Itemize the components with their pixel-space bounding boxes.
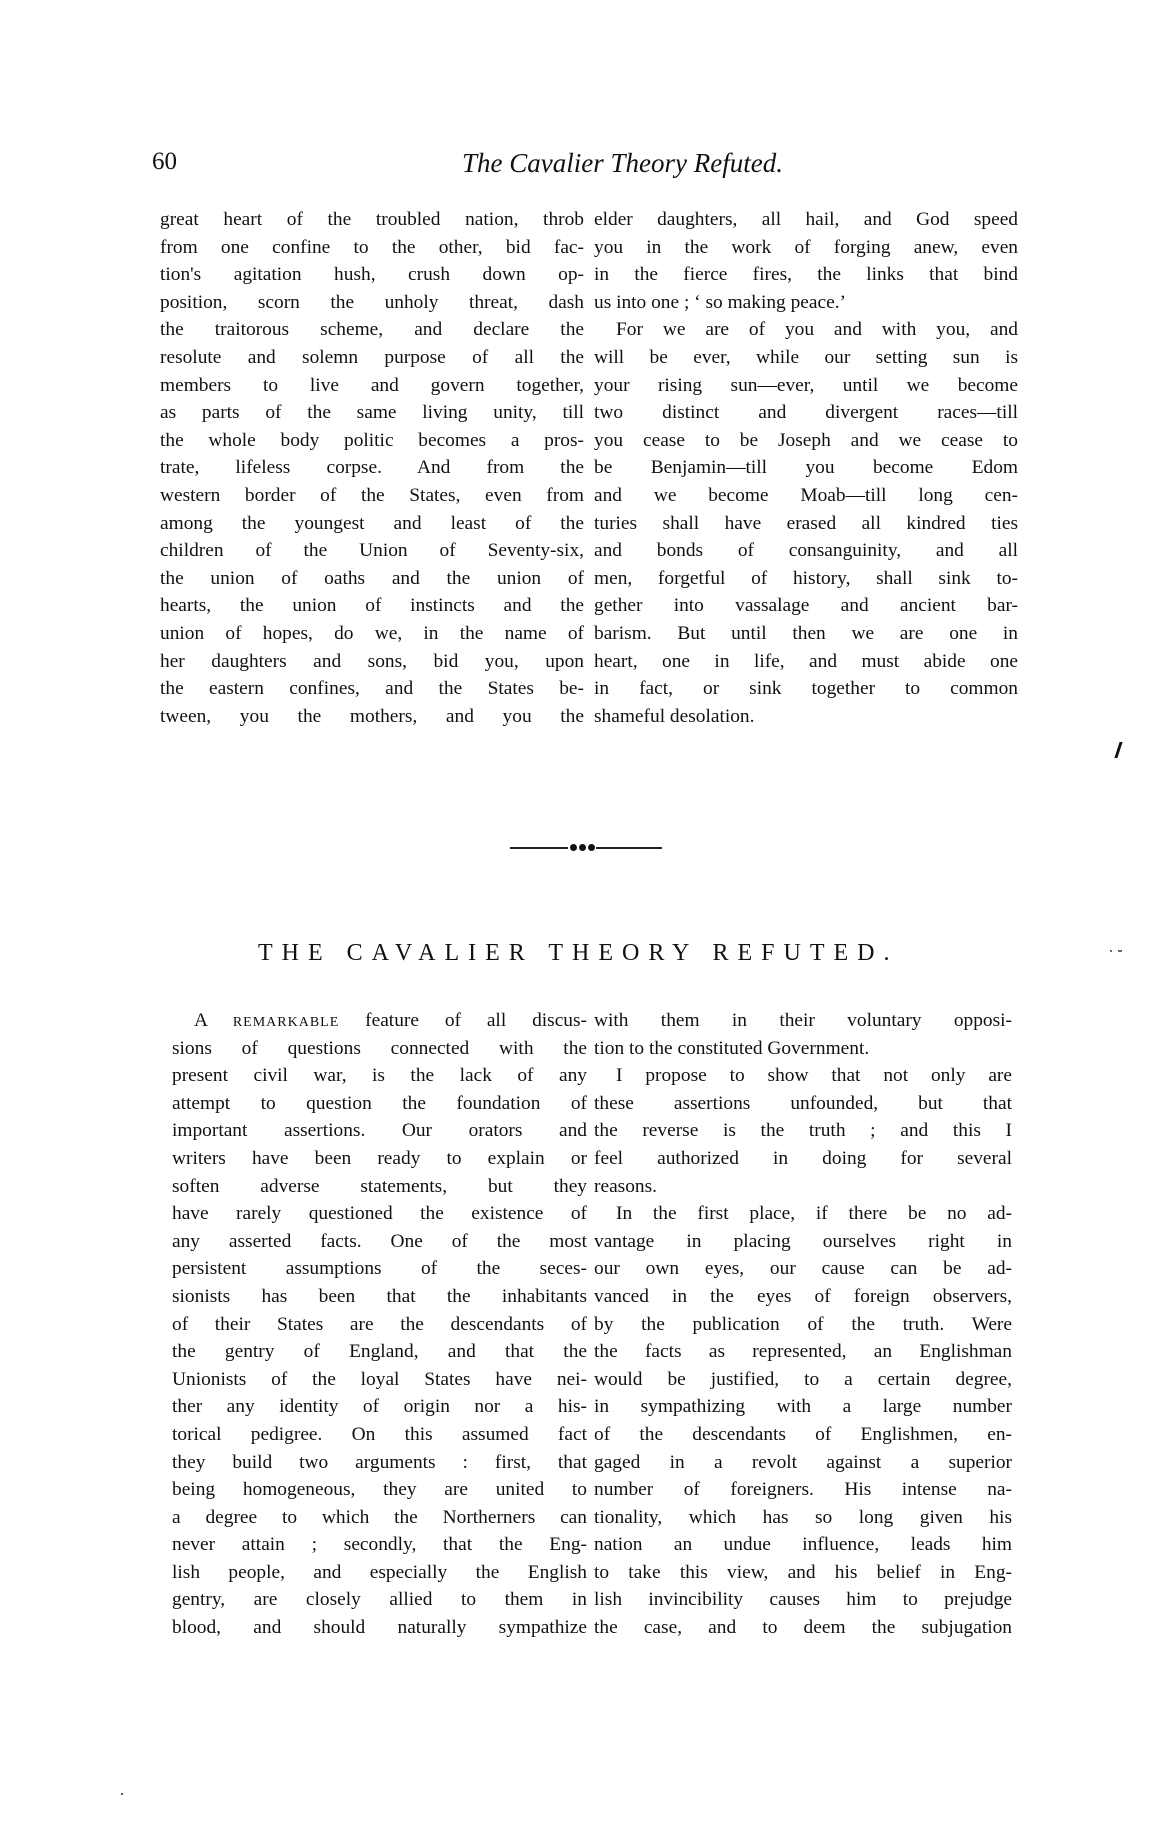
text-line: members to live and govern together, <box>160 374 584 396</box>
text-line: tionality, which has so long given his <box>594 1506 1012 1528</box>
text-line: any asserted facts. One of the most <box>172 1230 587 1252</box>
text-line: gaged in a revolt against a superior <box>594 1451 1012 1473</box>
text-line: great heart of the troubled nation, throb <box>160 209 584 230</box>
text-line: writers have been ready to explain or <box>172 1147 587 1169</box>
text-line: of the descendants of Englishmen, en- <box>594 1423 1012 1445</box>
paragraph <box>594 316 1018 730</box>
paragraph <box>594 1007 1012 1062</box>
text-line: the union of oaths and the union of <box>160 567 584 589</box>
text-line: tion to the constituted Government. <box>594 1037 870 1059</box>
text-line: nation an undue influence, leads him <box>594 1534 1012 1556</box>
small-caps-word: remarkable <box>232 1010 340 1031</box>
paragraph <box>594 206 1018 316</box>
text-line: I propose to show that not only are <box>616 1065 1012 1087</box>
text-line: lish invincibility causes him to prejudge <box>594 1589 1012 1611</box>
text-line: with them in their voluntary opposi- <box>594 1010 1012 1031</box>
text-line: persistent assumptions of the seces- <box>172 1258 587 1280</box>
text-line: among the youngest and least of the <box>160 512 584 534</box>
text-line: the gentry of England, and that the <box>172 1341 587 1363</box>
text-line: from one confine to the other, bid fac- <box>160 236 584 258</box>
text-line: the facts as represented, an Englishman <box>594 1341 1012 1363</box>
stray-mark <box>1114 742 1122 758</box>
text-line: in fact, or sink together to common <box>594 678 1018 700</box>
article-column-right <box>594 1007 1012 1642</box>
divider-rule-right <box>596 847 662 849</box>
text-line: tween, you the mothers, and you the <box>160 705 584 727</box>
text-line: number of foreigners. His intense na- <box>594 1479 1012 1501</box>
text-line: children of the Union of Seventy-six, <box>160 540 584 562</box>
opening-word: A <box>194 1010 207 1031</box>
text-line: the reverse is the truth ; and this I <box>594 1120 1012 1142</box>
text-line: western border of the States, even from <box>160 484 584 506</box>
text-line: these assertions unfounded, but that <box>594 1092 1012 1114</box>
text-line: our own eyes, our cause can be ad- <box>594 1258 1012 1280</box>
text-line: your rising sun—ever, until we become <box>594 374 1018 396</box>
stray-mark <box>1110 950 1124 952</box>
text-line: they build two arguments : first, that <box>172 1451 587 1473</box>
text-line: vantage in placing ourselves right in <box>594 1230 1012 1252</box>
text-line: tion's agitation hush, crush down op- <box>160 264 584 286</box>
paragraph <box>172 1007 587 1642</box>
top-column-right <box>594 206 1018 730</box>
text-line: you cease to be Joseph and we cease to <box>594 429 1018 451</box>
text-line: union of hopes, do we, in the name of <box>160 622 584 644</box>
text-line: the whole body politic becomes a pros- <box>160 429 584 451</box>
text-line: position, scorn the unholy threat, dash <box>160 291 584 313</box>
article-title: THE CAVALIER THEORY REFUTED. <box>258 940 899 966</box>
text-line: by the publication of the truth. Were <box>594 1313 1012 1335</box>
paragraph <box>594 1062 1012 1200</box>
stray-mark <box>121 1793 123 1795</box>
text-line: her daughters and sons, bid you, upon <box>160 650 584 672</box>
text-line: heart, one in life, and must abide one <box>594 650 1018 672</box>
text-line: resolute and solemn purpose of all the <box>160 346 584 368</box>
text-line: to take this view, and his belief in Eng- <box>594 1561 1012 1583</box>
text-line: and we become Moab—till long cen- <box>594 484 1018 506</box>
text-line: ther any identity of origin nor a his- <box>172 1396 587 1418</box>
top-column-left <box>160 206 584 730</box>
running-head <box>152 148 1032 182</box>
text-line: never attain ; secondly, that the Eng- <box>172 1534 587 1556</box>
divider-dot <box>579 844 586 851</box>
text-line: vanced in the eyes of foreign observers, <box>594 1285 1012 1307</box>
text-line: two distinct and divergent races—till <box>594 402 1018 424</box>
text-line: gether into vassalage and ancient bar- <box>594 595 1018 617</box>
text-line: the eastern confines, and the States be- <box>160 678 584 700</box>
text-line: blood, and should naturally sympathize <box>172 1617 587 1639</box>
text-line: For we are of you and with you, and <box>616 319 1018 341</box>
text-line: gentry, are closely allied to them in <box>172 1589 587 1611</box>
text-line: will be ever, while our setting sun is <box>594 346 1018 368</box>
text-line: of their States are the descendants of <box>172 1313 587 1335</box>
text-line: you in the work of forging anew, even <box>594 236 1018 258</box>
text-line: hearts, the union of instincts and the <box>160 595 584 617</box>
text-line: attempt to question the foundation of <box>172 1092 587 1114</box>
running-title: The Cavalier Theory Refuted. <box>462 148 783 178</box>
article-column-left <box>172 1007 587 1642</box>
divider-dot <box>570 844 577 851</box>
text-line: reasons. <box>594 1175 658 1197</box>
text-line: sionists has been that the inhabitants <box>172 1285 587 1307</box>
text-line: Unionists of the loyal States have nei- <box>172 1368 587 1390</box>
text-line: the traitorous scheme, and declare the <box>160 319 584 341</box>
page-number: 60 <box>152 148 177 175</box>
text-line: us into one ; ‘ so making peace.’ <box>594 291 847 313</box>
text-line: feel authorized in doing for several <box>594 1147 1012 1169</box>
text-line: elder daughters, all hail, and God speed <box>594 209 1018 230</box>
text-line: barism. But until then we are one in <box>594 622 1018 644</box>
text-line: soften adverse statements, but they <box>172 1175 587 1197</box>
section-divider-ornament <box>510 843 662 853</box>
text-line: sions of questions connected with the <box>172 1037 587 1059</box>
text-line: turies shall have erased all kindred ties <box>594 512 1018 534</box>
text-line: in the fierce fires, the links that bind <box>594 264 1018 286</box>
text-line: in sympathizing with a large number <box>594 1396 1012 1418</box>
text-line: men, forgetful of history, shall sink to- <box>594 567 1018 589</box>
text-line: would be justified, to a certain degree, <box>594 1368 1012 1390</box>
text-line: be Benjamin—till you become Edom <box>594 457 1018 479</box>
text-line: trate, lifeless corpse. And from the <box>160 457 584 479</box>
divider-dot <box>588 844 595 851</box>
text-line: have rarely questioned the existence of <box>172 1203 587 1225</box>
text-line: lish people, and especially the English <box>172 1561 587 1583</box>
text-line: important assertions. Our orators and <box>172 1120 587 1142</box>
text-line: the case, and to deem the subjugation <box>594 1617 1012 1639</box>
paragraph <box>594 1200 1012 1642</box>
text-line: torical pedigree. On this assumed fact <box>172 1423 587 1445</box>
divider-rule-left <box>510 847 568 849</box>
text-line: and bonds of consanguinity, and all <box>594 540 1018 562</box>
text-line: A remarkable feature of all discus- <box>194 1010 588 1031</box>
text-line: a degree to which the Northerners can <box>172 1506 587 1528</box>
text-line: as parts of the same living unity, till <box>160 402 584 424</box>
text-line: shameful desolation. <box>594 705 755 727</box>
text-line: being homogeneous, they are united to <box>172 1479 587 1501</box>
text-line: In the first place, if there be no ad- <box>616 1203 1012 1225</box>
text-line: present civil war, is the lack of any <box>172 1065 587 1087</box>
paragraph <box>160 206 584 730</box>
